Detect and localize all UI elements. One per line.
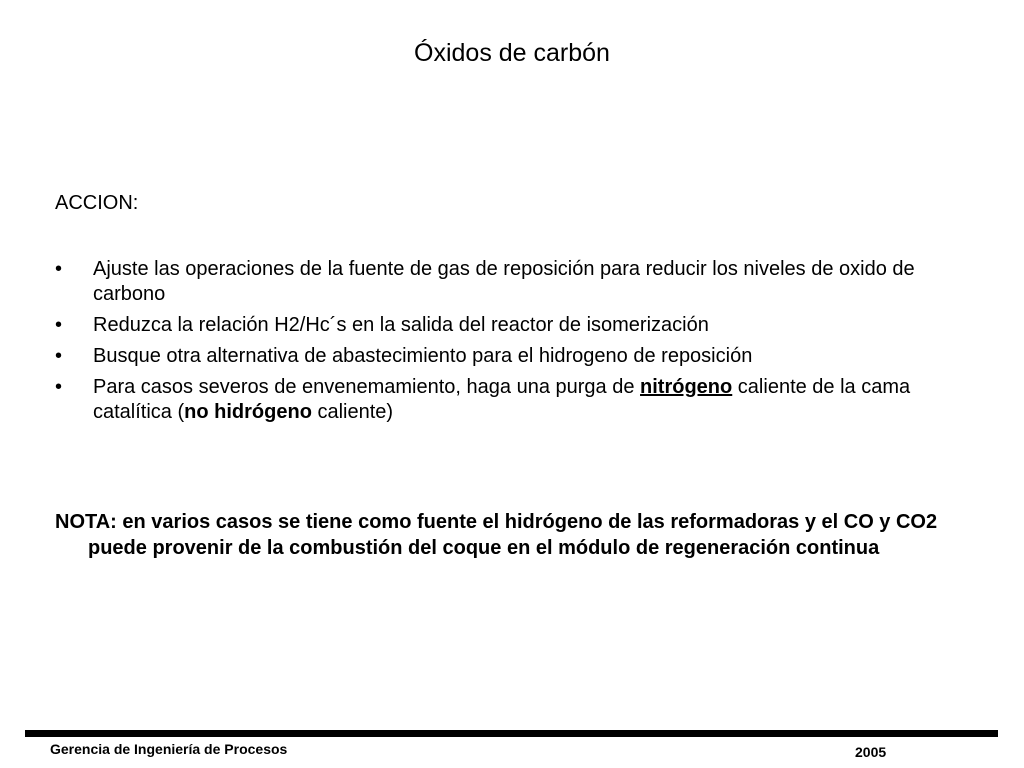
emphasis-no-hidrogeno: no hidrógeno [184,401,312,423]
bullet-icon: • [55,345,63,367]
accion-heading: ACCION: [55,192,139,214]
bullet-text: Busque otra alternativa de abastecimiento para el hidrogeno de reposición [93,345,753,367]
bullet-text: Reduzca la relación H2/Hc´s en la salida del reactor de isomerización [93,314,709,336]
nota-paragraph: NOTA: en varios casos se tiene como fuente el hidrógeno de las reformadoras y el CO y CO2 puede provenir de la combustión del coque en el módulo de regeneración continua [55,511,938,559]
list-item [55,344,955,369]
footer-organization: Gerencia de Ingeniería de Procesos [50,741,288,757]
bullet-icon: • [55,258,63,280]
slide-title: Óxidos de carbón [414,39,610,67]
list-item [55,257,955,307]
action-list [55,257,955,431]
footer-year: 2005 [855,744,887,760]
bullet-icon: • [55,314,63,336]
bullet-text-part: Para casos severos de envenemamiento, haga una purga de [93,376,641,398]
footer-divider [25,730,998,737]
bullet-text-part: caliente) [311,401,394,423]
emphasis-nitrogeno: nitrógeno [640,376,733,398]
bullet-text-part: caliente de la cama catalítica ( [93,376,911,423]
bullet-icon: • [55,376,63,398]
list-item [55,375,955,425]
list-item [55,313,955,338]
bullet-text: Ajuste las operaciones de la fuente de gas de reposición para reducir los niveles de oxido de carbono [93,258,915,305]
